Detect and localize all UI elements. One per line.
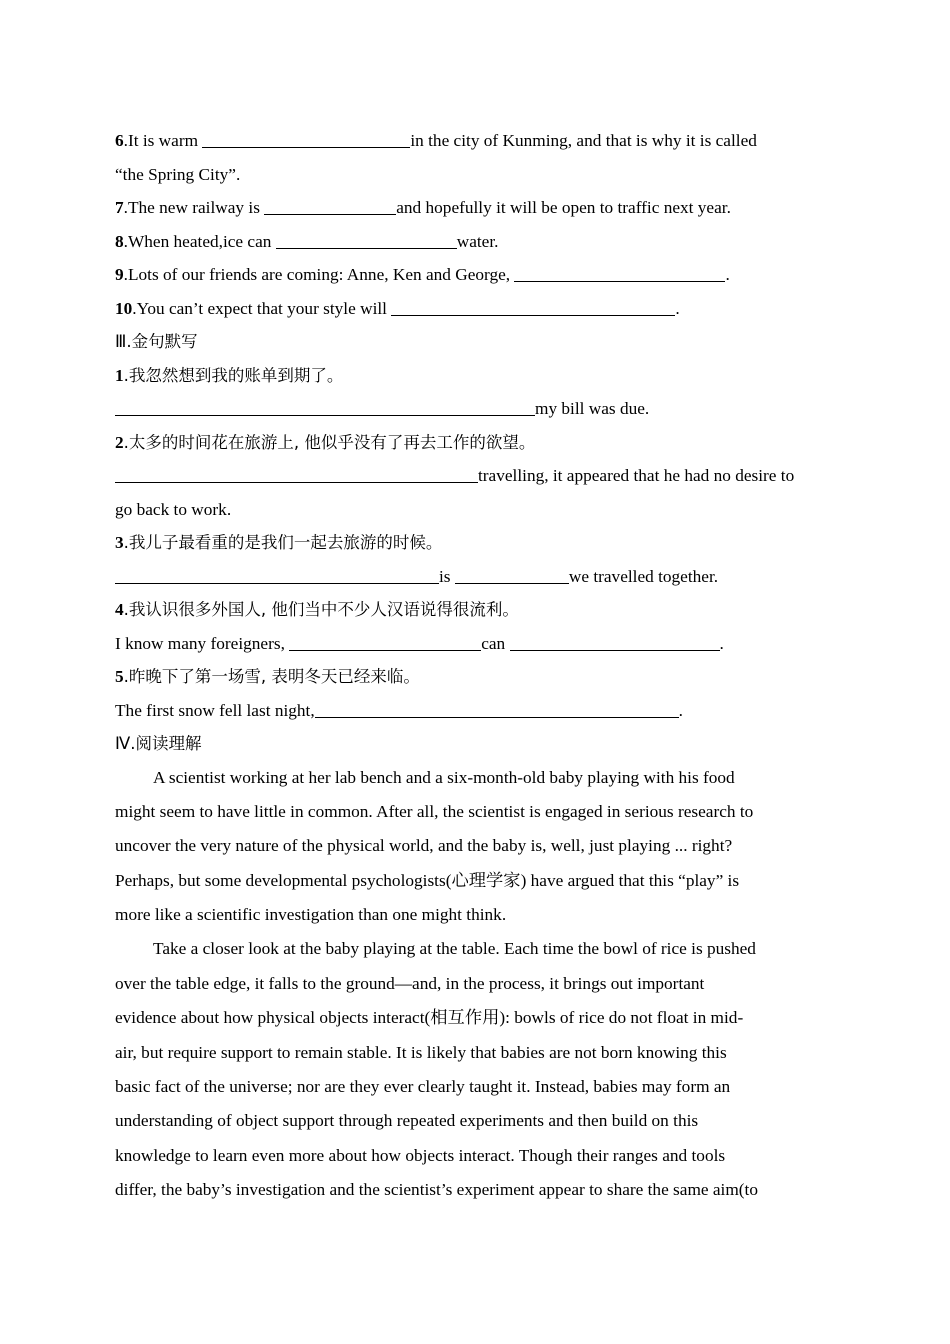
question-text: water. <box>456 231 499 251</box>
english-text: can <box>481 633 510 653</box>
question-9 <box>115 258 835 292</box>
reading-paragraph-2 <box>115 932 835 1207</box>
answer-blank[interactable] <box>391 293 675 316</box>
question-number: 7 <box>115 198 124 217</box>
question-text: and hopefully it will be open to traffic next year. <box>396 198 731 217</box>
paragraph-line: understanding of object support through repeated experiments and then build on this <box>115 1111 699 1131</box>
answer-blank[interactable] <box>510 628 720 651</box>
sentence-1-english <box>115 392 835 426</box>
chinese-sentence: .昨晚下了第一场雪, 表明冬天已经来临。 <box>123 667 420 686</box>
sentence-2-chinese <box>115 426 835 460</box>
english-text: . <box>719 633 724 653</box>
paragraph-line: Perhaps, but some developmental psychologists(心理学家) have argued that this “play” is <box>115 870 740 890</box>
answer-blank[interactable] <box>202 125 410 148</box>
answer-blank[interactable] <box>115 393 535 416</box>
sentence-5-chinese <box>115 660 835 694</box>
chinese-sentence: .太多的时间花在旅游上, 他似乎没有了再去工作的欲望。 <box>123 432 536 452</box>
paragraph-line: might seem to have little in common. After all, the scientist is engaged in serious research to <box>115 801 754 821</box>
reading-paragraph-1 <box>115 761 835 933</box>
question-text: .It is warm <box>123 131 203 150</box>
paragraph-line: differ, the baby’s investigation and the scientist’s experiment appear to share the same aim(to <box>115 1180 758 1200</box>
question-text: .Lots of our friends are coming: Anne, Ken and George, <box>123 265 515 284</box>
answer-blank[interactable] <box>514 259 725 282</box>
question-6-continued <box>115 158 835 192</box>
answer-blank[interactable] <box>455 561 569 584</box>
english-text: go back to work. <box>115 499 232 519</box>
paragraph-line: over the table edge, it falls to the ground—and, in the process, it brings out important <box>115 973 705 993</box>
question-text: .When heated,ice can <box>123 231 276 251</box>
question-text: “the Spring City”. <box>115 164 241 184</box>
chinese-sentence: .我儿子最看重的是我们一起去旅游的时候。 <box>123 533 443 552</box>
sentence-3-chinese <box>115 526 835 560</box>
document-content <box>115 124 835 1208</box>
section-3-title: Ⅲ.金句默写 <box>115 332 198 351</box>
question-number: 6 <box>115 131 124 150</box>
sentence-1-chinese <box>115 359 835 393</box>
paragraph-line: knowledge to learn even more about how objects interact. Though their ranges and tools <box>115 1145 726 1165</box>
paragraph-line: air, but require support to remain stable. It is likely that babies are not born knowing this <box>115 1042 727 1062</box>
sentence-number: 4 <box>115 600 124 619</box>
answer-blank[interactable] <box>289 628 481 651</box>
answer-blank[interactable] <box>276 226 457 249</box>
question-text: .The new railway is <box>123 198 265 217</box>
english-text: . <box>678 700 683 720</box>
sentence-3-english <box>115 560 835 594</box>
sentence-4-chinese <box>115 593 835 627</box>
sentence-number: 3 <box>115 533 124 552</box>
sentence-number: 1 <box>115 365 124 385</box>
sentence-4-english <box>115 627 835 661</box>
answer-blank[interactable] <box>264 192 396 215</box>
paragraph-line: Take a closer look at the baby playing at the table. Each time the bowl of rice is pushed <box>153 939 756 959</box>
sentence-2-english <box>115 459 835 493</box>
paragraph-line: evidence about how physical objects interact(相互作用): bowls of rice do not float in mid- <box>115 1008 744 1028</box>
question-number: 10 <box>115 298 133 318</box>
english-text: my bill was due. <box>535 399 650 418</box>
paragraph-line: more like a scientific investigation than one might think. <box>115 905 507 925</box>
chinese-sentence: .我忽然想到我的账单到期了。 <box>123 365 344 385</box>
english-text: The first snow fell last night, <box>115 700 315 720</box>
answer-blank[interactable] <box>115 460 478 483</box>
chinese-sentence: .我认识很多外国人, 他们当中不少人汉语说得很流利。 <box>123 600 519 619</box>
question-10 <box>115 292 835 326</box>
question-number: 9 <box>115 265 124 284</box>
sentence-number: 2 <box>115 432 124 452</box>
question-text: .You can’t expect that your style will <box>132 298 392 318</box>
question-6 <box>115 124 835 158</box>
question-8 <box>115 225 835 259</box>
question-7 <box>115 191 835 225</box>
section-4-title: Ⅳ.阅读理解 <box>115 734 202 753</box>
paragraph-line: basic fact of the universe; nor are they ever clearly taught it. Instead, babies may form an <box>115 1077 731 1097</box>
answer-blank[interactable] <box>315 695 679 718</box>
question-text: in the city of Kunming, and that is why it is called <box>410 131 757 150</box>
answer-blank[interactable] <box>115 561 439 584</box>
english-text: I know many foreigners, <box>115 633 290 653</box>
paragraph-line: uncover the very nature of the physical world, and the baby is, well, just playing ... right? <box>115 836 733 856</box>
english-text: we travelled together. <box>568 566 719 586</box>
paragraph-line: A scientist working at her lab bench and a six-month-old baby playing with his food <box>153 767 735 787</box>
english-text: is <box>439 566 455 586</box>
sentence-number: 5 <box>115 667 124 686</box>
sentence-5-english <box>115 694 835 728</box>
question-number: 8 <box>115 231 124 251</box>
sentence-2-english-continued <box>115 493 835 527</box>
question-text: . <box>675 298 680 318</box>
english-text: travelling, it appeared that he had no desire to <box>478 466 795 485</box>
question-text: . <box>725 265 730 284</box>
